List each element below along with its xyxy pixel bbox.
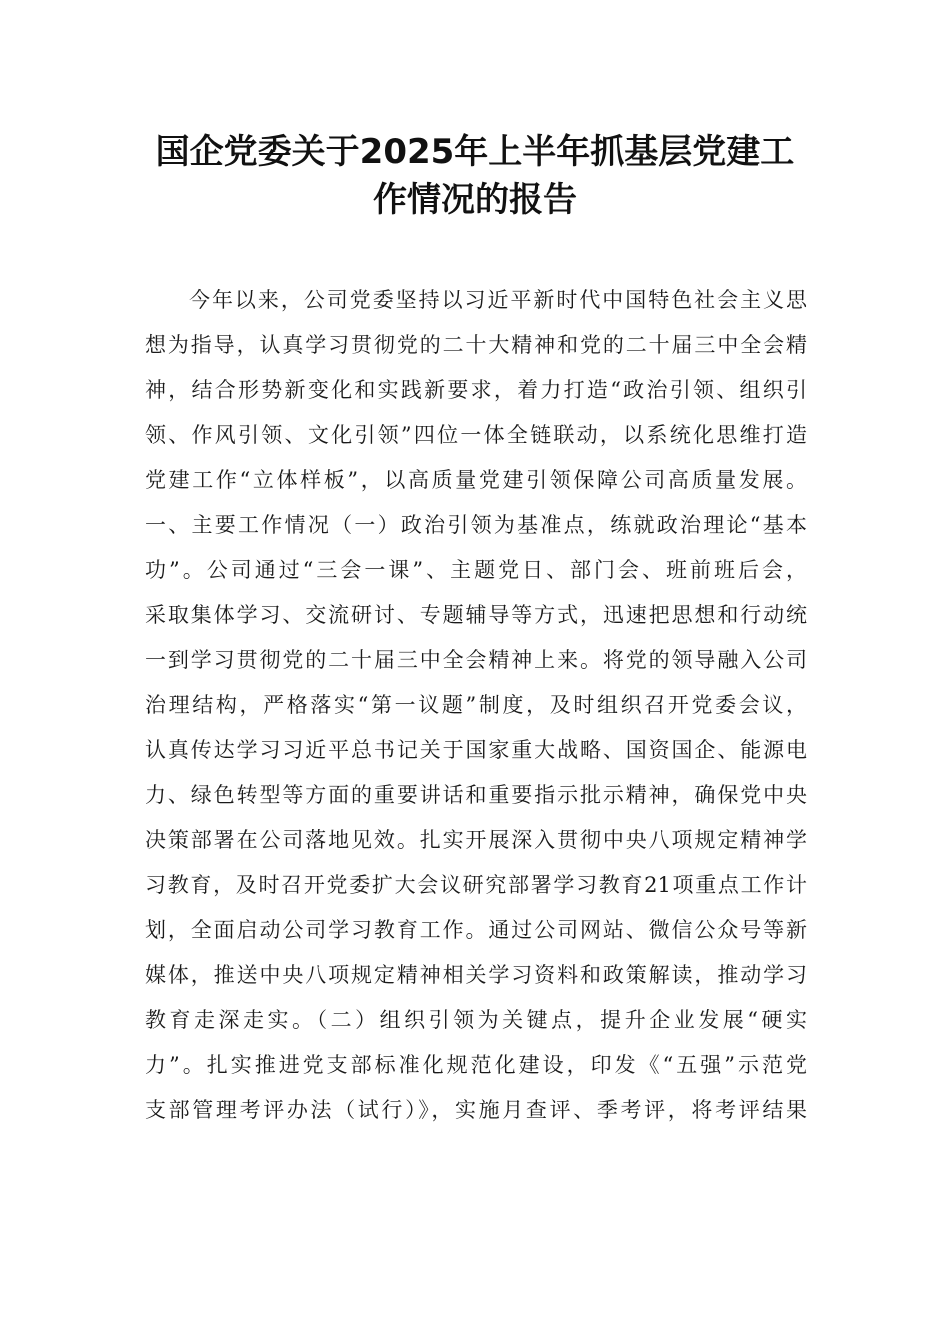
body-line: 领、作风引领、文化引领”四位一体全链联动，以系统化思维打造: [145, 423, 807, 447]
body-line: 媒体，推送中央八项规定精神相关学习资料和政策解读，推动学习: [145, 963, 807, 987]
body-line: 一、主要工作情况（一）政治引领为基准点，练就政治理论“基本: [145, 513, 807, 537]
body-line: 认真传达学习习近平总书记关于国家重大战略、国资国企、能源电: [145, 738, 807, 762]
body-line: 神，结合形势新变化和实践新要求，着力打造“政治引领、组织引: [145, 378, 807, 402]
body-line: 力、绿色转型等方面的重要讲话和重要指示批示精神，确保党中央: [145, 783, 807, 807]
body-line: 一到学习贯彻党的二十届三中全会精神上来。将党的领导融入公司: [145, 648, 807, 672]
document-title: [140, 128, 810, 224]
body-line: 想为指导，认真学习贯彻党的二十大精神和党的二十届三中全会精: [145, 333, 807, 357]
body-line: 功”。公司通过“三会一课”、主题党日、部门会、班前班后会，: [145, 558, 807, 582]
title-line: 作情况的报告: [373, 180, 577, 220]
body-line: 教育走深走实。（二）组织引领为关键点，提升企业发展“硬实: [145, 1008, 807, 1032]
body-line: 采取集体学习、交流研讨、专题辅导等方式，迅速把思想和行动统: [145, 603, 807, 627]
body-line: 划，全面启动公司学习教育工作。通过公司网站、微信公众号等新: [145, 918, 807, 942]
body-line: 决策部署在公司落地见效。扎实开展深入贯彻中央八项规定精神学: [145, 828, 807, 852]
body-line: 治理结构，严格落实“第一议题”制度，及时组织召开党委会议，: [145, 693, 807, 717]
body-line: 支部管理考评办法（试行）》，实施月查评、季考评，将考评结果: [145, 1098, 807, 1122]
body-line: 习教育，及时召开党委扩大会议研究部署学习教育21项重点工作计: [145, 873, 807, 897]
document-body: [145, 278, 807, 1133]
body-line: 今年以来，公司党委坚持以习近平新时代中国特色社会主义思: [189, 288, 807, 312]
body-line: 党建工作“立体样板”，以高质量党建引领保障公司高质量发展。: [145, 468, 807, 492]
title-line: 国企党委关于2025年上半年抓基层党建工: [155, 132, 795, 172]
body-line: 力”。扎实推进党支部标准化规范化建设，印发《“五强”示范党: [145, 1053, 807, 1077]
